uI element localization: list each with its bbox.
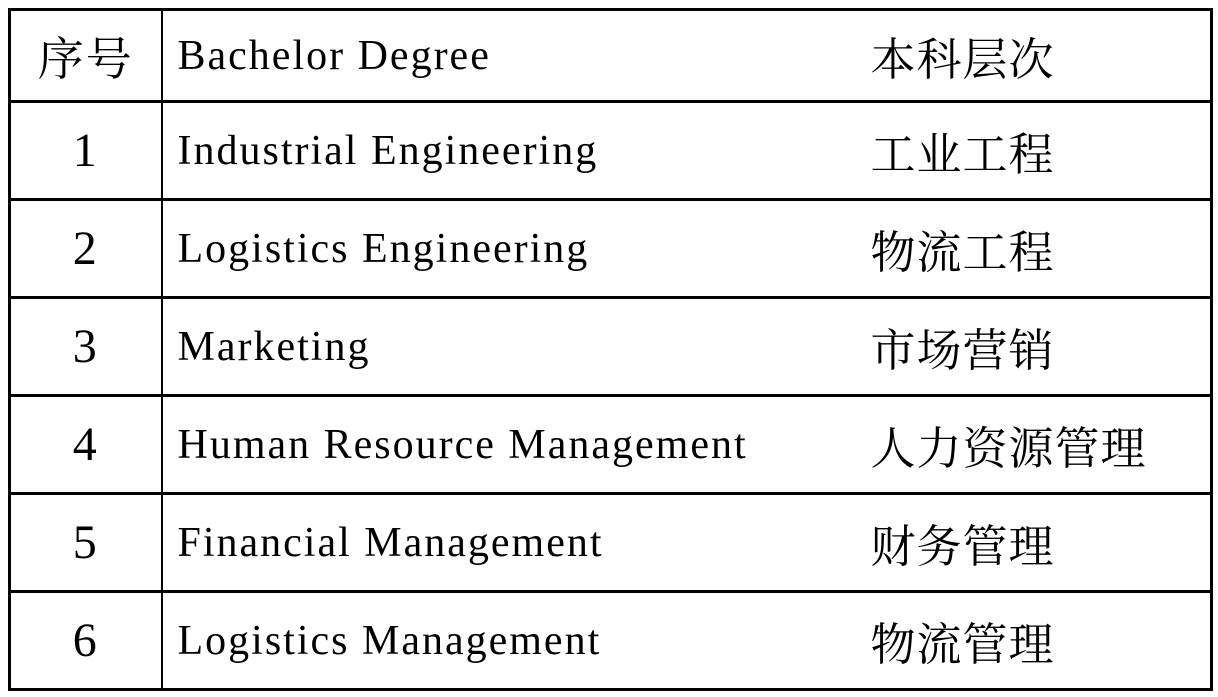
row-index: 3 bbox=[10, 298, 162, 396]
header-degree-en: Bachelor Degree bbox=[162, 10, 868, 102]
table-row bbox=[10, 396, 1212, 494]
degree-name-zh: 市场营销 bbox=[868, 298, 1212, 396]
header-index: 序号 bbox=[10, 10, 162, 102]
degree-name-en: Logistics Management bbox=[162, 592, 868, 690]
degree-name-zh: 工业工程 bbox=[868, 102, 1212, 200]
table-row bbox=[10, 102, 1212, 200]
degree-name-zh: 财务管理 bbox=[868, 494, 1212, 592]
degree-name-en: Industrial Engineering bbox=[162, 102, 868, 200]
row-index: 4 bbox=[10, 396, 162, 494]
table-header-row bbox=[10, 10, 1212, 102]
row-index: 6 bbox=[10, 592, 162, 690]
degree-name-zh: 物流管理 bbox=[868, 592, 1212, 690]
header-degree-zh: 本科层次 bbox=[868, 10, 1212, 102]
degree-name-en: Marketing bbox=[162, 298, 868, 396]
table-row bbox=[10, 592, 1212, 690]
table-row bbox=[10, 298, 1212, 396]
table-row bbox=[10, 200, 1212, 298]
degree-name-en: Financial Management bbox=[162, 494, 868, 592]
row-index: 5 bbox=[10, 494, 162, 592]
degree-name-zh: 人力资源管理 bbox=[868, 396, 1212, 494]
row-index: 1 bbox=[10, 102, 162, 200]
degree-name-zh: 物流工程 bbox=[868, 200, 1212, 298]
row-index: 2 bbox=[10, 200, 162, 298]
bachelor-degree-table bbox=[8, 8, 1213, 691]
degree-name-en: Logistics Engineering bbox=[162, 200, 868, 298]
table-row bbox=[10, 494, 1212, 592]
degree-name-en: Human Resource Management bbox=[162, 396, 868, 494]
